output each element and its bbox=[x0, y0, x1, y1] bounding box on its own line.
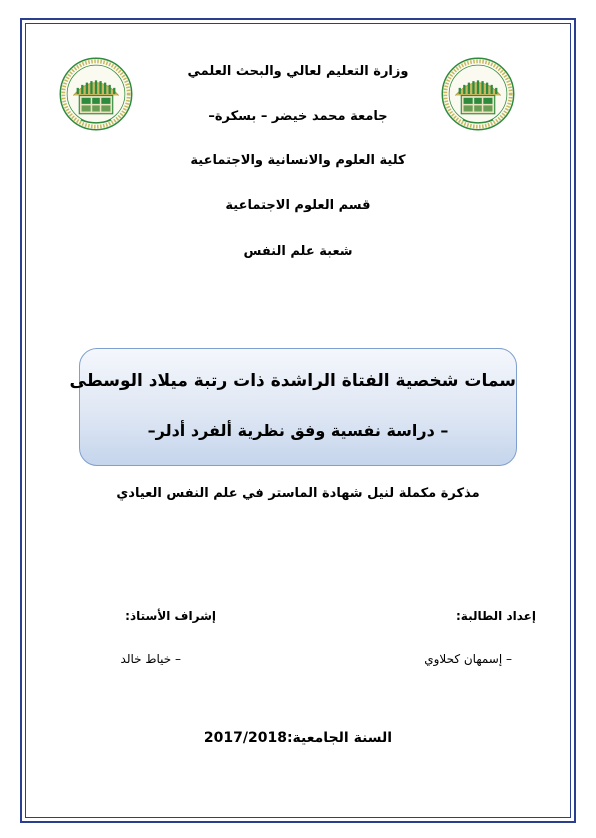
department-name: قسم العلوم الاجتماعية bbox=[225, 198, 371, 213]
university-name: جامعة محمد خيضر – بسكرة– bbox=[208, 109, 388, 124]
supervisor-name: – خياط خالد bbox=[120, 652, 181, 666]
thesis-title: سمات شخصية الفتاة الراشدة ذات رتبة ميلاد الوسطى bbox=[69, 371, 516, 391]
faculty-name: كلية العلوم والانسانية والاجتماعية bbox=[190, 153, 406, 168]
academic-year: السنة الجامعية:2017/2018 bbox=[203, 730, 393, 746]
thesis-title-box bbox=[69, 348, 517, 466]
student-name: – إسمهان كحلاوي bbox=[424, 652, 512, 666]
branch-name: شعبة علم النفس bbox=[243, 244, 353, 259]
ministry-name: وزارة التعليم لعالي والبحث العلمي bbox=[187, 64, 409, 79]
university-emblem-icon bbox=[58, 56, 134, 132]
student-label: إعداد الطالبة: bbox=[456, 609, 536, 623]
supervisor-label: إشراف الأستاذ: bbox=[125, 609, 216, 623]
memo-description: مذكرة مكملة لنيل شهادة الماستر في علم النفس العيادي bbox=[116, 486, 480, 501]
thesis-subtitle: – دراسة نفسية وفق نظرية ألفرد أدلر– bbox=[147, 421, 449, 440]
